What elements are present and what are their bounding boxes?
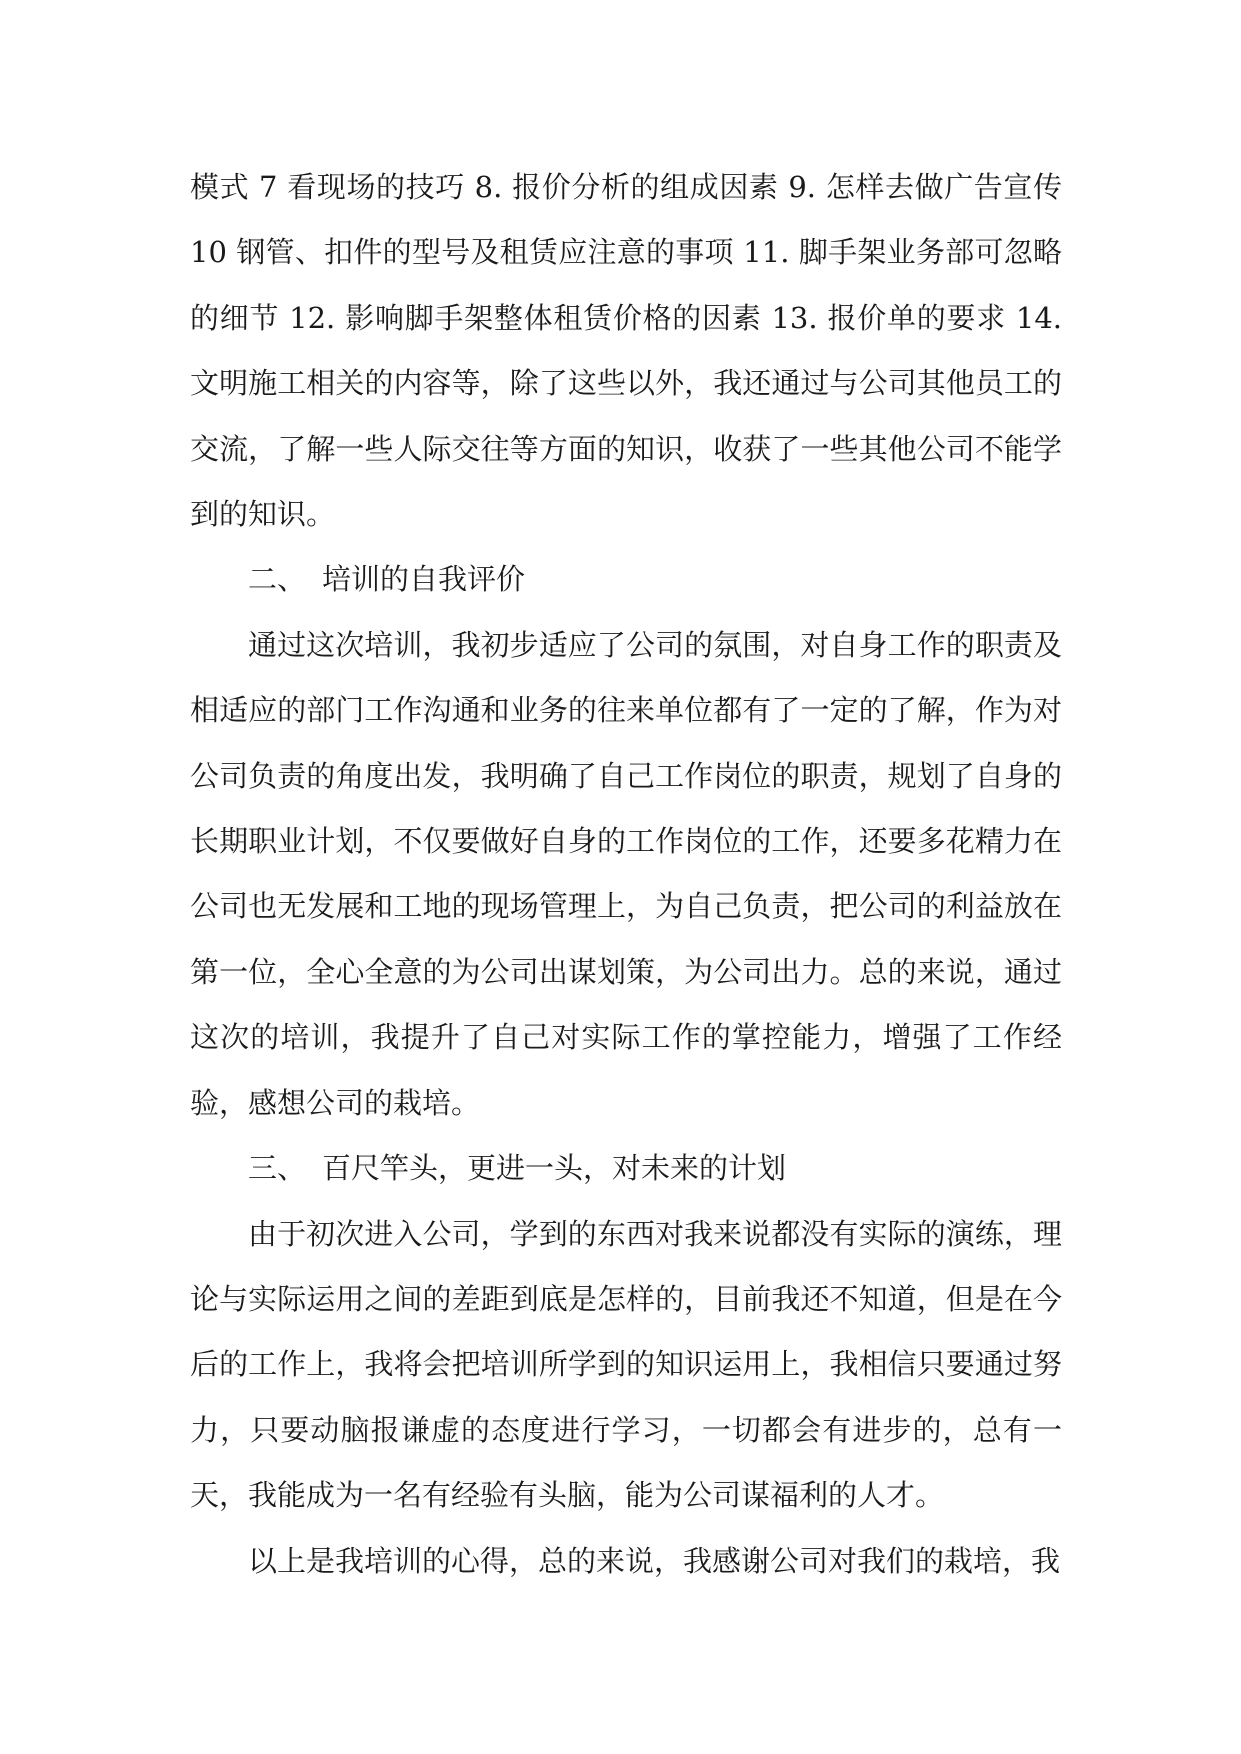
section-title: 百尺竿头，更进一头，对未来的计划	[322, 1151, 787, 1186]
paragraph-training-content: 模式 7 看现场的技巧 8. 报价分析的组成因素 9. 怎样去做广告宣传 10 钢管、扣件的型号及租赁应注意的事项 11. 脚手架业务部可忽略的细节 12. 影响脚手架整体租赁价格的因素 13. 报价单的要求 14. 文明施工相关的内容等，除了这些以外，我还通过与公司其他员工的交流，了解一些人际交往等方面的知识，收获了一些其他公司不能学到的知识。	[190, 170, 1062, 532]
paragraph-future-plan: 由于初次进入公司，学到的东西对我来说都没有实际的演练，理论与实际运用之间的差距到底是怎样的，目前我还不知道，但是在今后的工作上，我将会把培训所学到的知识运用上，我相信只要通过努力，只要动脑报谦虚的态度进行学习，一切都会有进步的，总有一天，我能成为一名有经验有头脑，能为公司谋福利的人才。	[190, 1216, 1062, 1513]
paragraph-conclusion: 以上是我培训的心得，总的来说，我感谢公司对我们的栽培，我	[248, 1543, 1061, 1578]
document-body	[190, 155, 1062, 1594]
section-heading-future-plan	[190, 1136, 1062, 1201]
section-number: 二、	[248, 562, 307, 597]
section-heading-self-evaluation	[190, 547, 1062, 612]
section-number: 三、	[248, 1151, 307, 1186]
paragraph-self-evaluation: 通过这次培训，我初步适应了公司的氛围，对自身工作的职责及相适应的部门工作沟通和业务的往来单位都有了一定的了解，作为对公司负责的角度出发，我明确了自己工作岗位的职责，规划了自身的长期职业计划，不仅要做好自身的工作岗位的工作，还要多花精力在公司也无发展和工地的现场管理上，为自己负责，把公司的利益放在第一位，全心全意的为公司出谋划策，为公司出力。总的来说，通过这次的培训，我提升了自己对实际工作的掌控能力，增强了工作经验，感想公司的栽培。	[190, 627, 1062, 1120]
section-title: 培训的自我评价	[322, 562, 526, 597]
